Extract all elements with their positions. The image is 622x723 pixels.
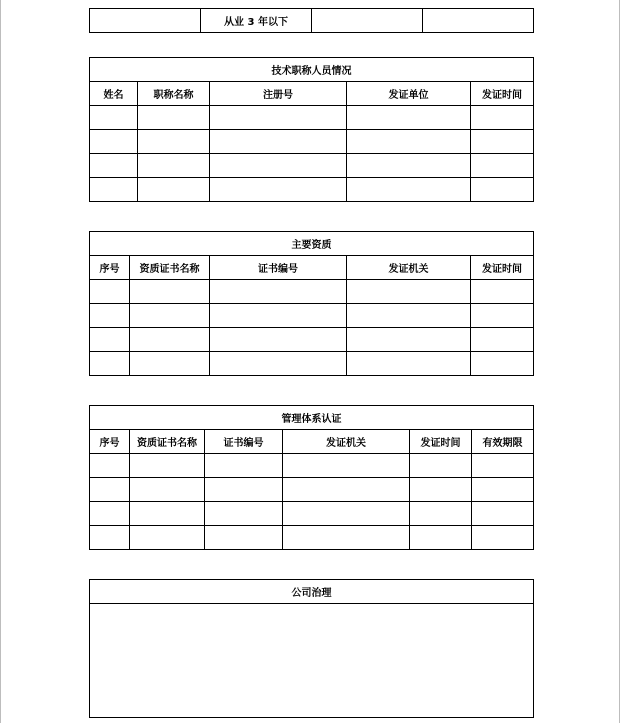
table-cell[interactable] <box>283 502 410 526</box>
table-row <box>90 502 534 526</box>
table-cell[interactable] <box>472 454 534 478</box>
table-cell[interactable] <box>130 328 210 352</box>
column-header: 发证时间 <box>410 430 472 454</box>
table-cell[interactable] <box>130 502 205 526</box>
management-cert-title: 管理体系认证 <box>90 406 534 430</box>
table-cell[interactable] <box>283 526 410 550</box>
table-row <box>90 352 534 376</box>
table-cell[interactable] <box>471 130 534 154</box>
table-cell[interactable] <box>90 178 138 202</box>
table-cell[interactable] <box>90 352 130 376</box>
management-cert-table <box>89 405 534 550</box>
table-cell[interactable] <box>90 106 138 130</box>
qualification-table <box>89 231 534 376</box>
table-row <box>90 130 534 154</box>
governance-table <box>89 579 534 718</box>
table-cell[interactable] <box>471 154 534 178</box>
column-header: 有效期限 <box>472 430 534 454</box>
table-cell[interactable] <box>410 478 472 502</box>
table-cell[interactable] <box>130 526 205 550</box>
table-row <box>90 280 534 304</box>
table-cell[interactable] <box>210 352 347 376</box>
column-header: 证书编号 <box>210 256 347 280</box>
column-header: 资质证书名称 <box>130 430 205 454</box>
table-row <box>90 106 534 130</box>
table-cell[interactable] <box>90 280 130 304</box>
table-cell[interactable] <box>471 178 534 202</box>
table-row <box>90 154 534 178</box>
table-title-row <box>90 580 534 604</box>
table-cell[interactable] <box>130 280 210 304</box>
table-cell[interactable] <box>90 328 130 352</box>
table-cell[interactable] <box>347 178 471 202</box>
table-cell[interactable] <box>312 9 423 33</box>
table-row <box>90 178 534 202</box>
table-title-row <box>90 406 534 430</box>
table-cell[interactable] <box>210 178 347 202</box>
table-row <box>90 604 534 718</box>
column-header: 证书编号 <box>205 430 283 454</box>
table-cell[interactable] <box>210 106 347 130</box>
table-cell[interactable] <box>90 478 130 502</box>
tech-staff-table <box>89 57 534 202</box>
table-cell[interactable] <box>347 106 471 130</box>
table-cell[interactable] <box>210 154 347 178</box>
table-cell[interactable] <box>138 178 210 202</box>
experience-label: 从业 3 年以下 <box>201 9 312 33</box>
governance-content[interactable] <box>90 604 534 718</box>
table-header-row <box>90 430 534 454</box>
table-header-row <box>90 82 534 106</box>
table-title-row <box>90 232 534 256</box>
table-row <box>90 526 534 550</box>
table-cell[interactable] <box>90 526 130 550</box>
table-cell[interactable] <box>471 106 534 130</box>
table-cell[interactable] <box>471 328 534 352</box>
table-cell[interactable] <box>410 526 472 550</box>
table-cell[interactable] <box>205 454 283 478</box>
table-cell[interactable] <box>472 478 534 502</box>
table-cell[interactable] <box>90 9 201 33</box>
table-cell[interactable] <box>210 328 347 352</box>
table-cell[interactable] <box>90 304 130 328</box>
table-row <box>90 454 534 478</box>
column-header: 资质证书名称 <box>130 256 210 280</box>
table-cell[interactable] <box>472 502 534 526</box>
column-header: 发证单位 <box>347 82 471 106</box>
table-cell[interactable] <box>347 280 471 304</box>
table-cell[interactable] <box>210 130 347 154</box>
table-cell[interactable] <box>283 478 410 502</box>
table-cell[interactable] <box>205 526 283 550</box>
column-header: 注册号 <box>210 82 347 106</box>
column-header: 发证机关 <box>283 430 410 454</box>
tech-staff-title: 技术职称人员情况 <box>90 58 534 82</box>
table-cell[interactable] <box>410 502 472 526</box>
table-cell[interactable] <box>138 154 210 178</box>
column-header: 发证时间 <box>471 256 534 280</box>
table-cell[interactable] <box>90 502 130 526</box>
table-cell[interactable] <box>210 280 347 304</box>
table-cell[interactable] <box>410 454 472 478</box>
column-header: 发证时间 <box>471 82 534 106</box>
table-cell[interactable] <box>347 130 471 154</box>
column-header: 序号 <box>90 430 130 454</box>
table-cell[interactable] <box>90 130 138 154</box>
table-cell[interactable] <box>138 130 210 154</box>
column-header: 职称名称 <box>138 82 210 106</box>
table-row <box>90 304 534 328</box>
column-header: 序号 <box>90 256 130 280</box>
table-cell[interactable] <box>90 454 130 478</box>
table-cell[interactable] <box>471 352 534 376</box>
table-cell[interactable] <box>283 454 410 478</box>
table-cell[interactable] <box>423 9 534 33</box>
table-cell[interactable] <box>471 304 534 328</box>
table-cell[interactable] <box>130 454 205 478</box>
table-title-row <box>90 58 534 82</box>
table-cell[interactable] <box>347 154 471 178</box>
table-cell[interactable] <box>130 478 205 502</box>
governance-title: 公司治理 <box>90 580 534 604</box>
table-cell[interactable] <box>205 478 283 502</box>
table-cell[interactable] <box>138 106 210 130</box>
table-row <box>90 328 534 352</box>
qualification-title: 主要资质 <box>90 232 534 256</box>
table-cell[interactable] <box>205 502 283 526</box>
table-header-row <box>90 256 534 280</box>
table-cell[interactable] <box>472 526 534 550</box>
table-cell[interactable] <box>471 280 534 304</box>
table-cell[interactable] <box>210 304 347 328</box>
experience-table <box>89 8 534 33</box>
table-row <box>90 9 534 33</box>
table-cell[interactable] <box>130 304 210 328</box>
table-cell[interactable] <box>347 304 471 328</box>
table-cell[interactable] <box>130 352 210 376</box>
table-row <box>90 478 534 502</box>
column-header: 发证机关 <box>347 256 471 280</box>
table-cell[interactable] <box>347 328 471 352</box>
table-cell[interactable] <box>90 154 138 178</box>
table-cell[interactable] <box>347 352 471 376</box>
column-header: 姓名 <box>90 82 138 106</box>
